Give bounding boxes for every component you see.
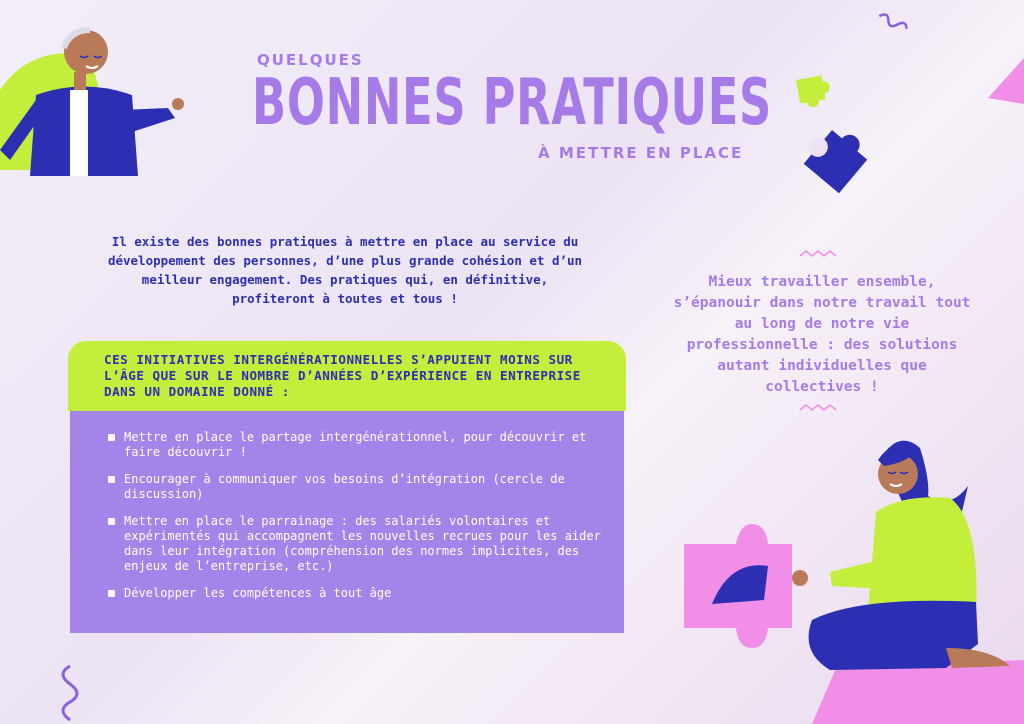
box-heading: CES INITIATIVES INTERGÉNÉRATIONNELLES S’APPUIENT MOINS SUR L’ÂGE QUE SUR LE NOMBRE D’ANNÉES D’EXPÉRIENCE EN ENTREPRISE DANS UN DOMAINE DONNÉ : (104, 352, 581, 399)
man-illustration (0, 30, 184, 176)
practices-list (108, 430, 608, 613)
pre-title: QUELQUES (257, 51, 364, 69)
woman-illustration (684, 441, 1010, 670)
puzzle-piece-icon (796, 74, 833, 109)
list-item: Encourager à communiquer vos besoins d’intégration (cercle de discussion) (108, 472, 608, 502)
intro-paragraph: Il existe des bonnes pratiques à mettre en place au service du développement des personnes, d’une plus grande cohésion et d’un meilleur engagement. Des pratiques qui, en définitive, profiteront à toutes et tous ! (107, 234, 583, 306)
zigzag-icon (800, 251, 836, 256)
sub-title: À METTRE EN PLACE (538, 144, 744, 162)
puzzle-piece-icon (796, 116, 874, 193)
zigzag-icon (800, 405, 836, 410)
squiggle-icon (878, 12, 909, 32)
squiggle-icon (63, 666, 77, 720)
list-item: Développer les compétences à tout âge (108, 586, 608, 601)
page-title: BONNES PRATIQUES (252, 66, 772, 140)
pink-shape-top-right (988, 58, 1024, 104)
list-item: Mettre en place le partage intergénérationnel, pour découvrir et faire découvrir ! (108, 430, 608, 460)
list-item: Mettre en place le parrainage : des salariés volontaires et expérimentés qui accompagnent les nouvelles recrues pour les aider dans leur intégration (compréhension des normes implicites, des enjeux de l’entreprise, etc.) (108, 514, 608, 574)
quote-text: Mieux travailler ensemble, s’épanouir dans notre travail tout au long de notre vie professionnelle : des solutions autant individuelles que collectives ! (673, 274, 971, 395)
